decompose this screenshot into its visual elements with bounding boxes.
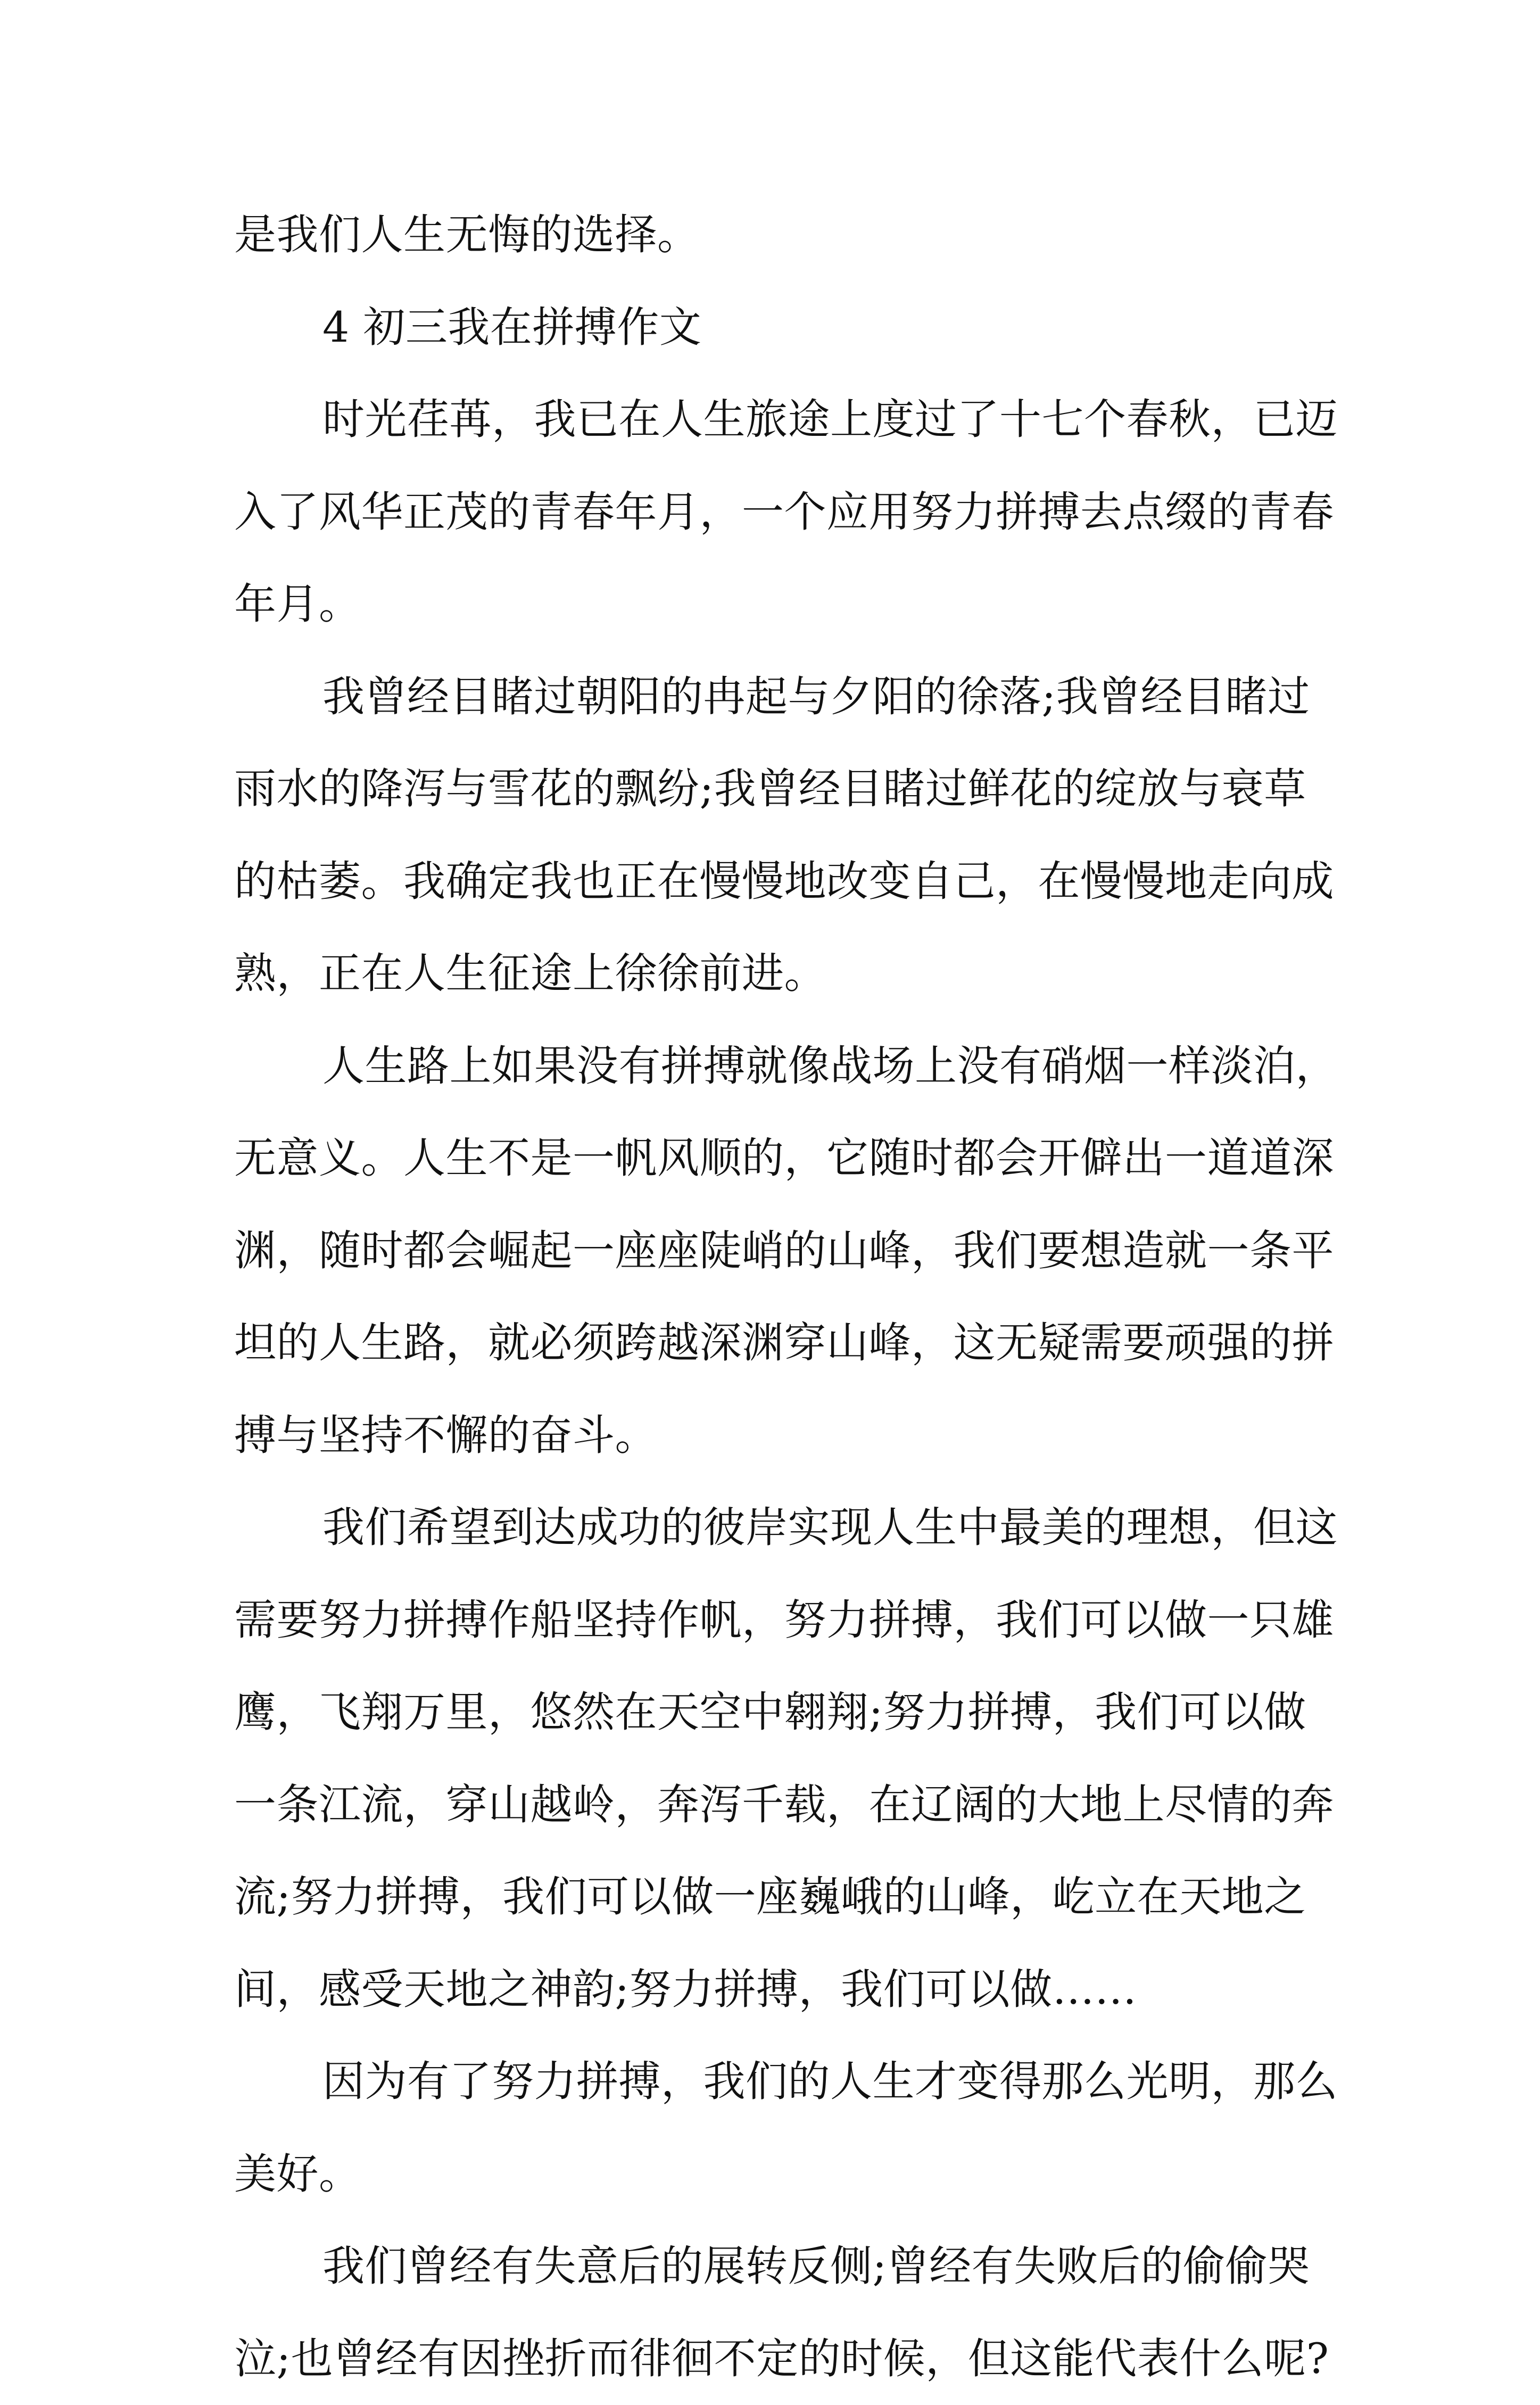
text-line: 无意义。人生不是一帆风顺的，它随时都会开僻出一道道深	[234, 1112, 1341, 1205]
text-line: 因为有了努力拼搏，我们的人生才变得那么光明，那么	[234, 2036, 1341, 2128]
text-line: 我曾经目睹过朝阳的冉起与夕阳的徐落;我曾经目睹过	[234, 651, 1341, 743]
text-line: 坦的人生路，就必须跨越深渊穿山峰，这无疑需要顽强的拼	[234, 1297, 1341, 1390]
text-line: 时光荏苒，我已在人生旅途上度过了十七个春秋，已迈	[234, 374, 1341, 466]
text-line: 需要努力拼搏作船坚持作帆，努力拼搏，我们可以做一只雄	[234, 1574, 1341, 1667]
text-line: 泣;也曾经有因挫折而徘徊不定的时候，但这能代表什么呢?	[234, 2313, 1341, 2405]
text-line: 搏与坚持不懈的奋斗。	[234, 1390, 1341, 1482]
essay-body	[234, 189, 1341, 2405]
text-line: 熟，正在人生征途上徐徐前进。	[234, 928, 1341, 1020]
text-line: 入了风华正茂的青春年月，一个应用努力拼搏去点缀的青春	[234, 466, 1341, 559]
text-line: 间，感受天地之神韵;努力拼搏，我们可以做……	[234, 1944, 1341, 2036]
text-line: 渊，随时都会崛起一座座陡峭的山峰，我们要想造就一条平	[234, 1205, 1341, 1297]
text-line: 一条江流，穿山越岭，奔泻千载，在辽阔的大地上尽情的奔	[234, 1759, 1341, 1852]
section-heading: 4 初三我在拼搏作文	[234, 282, 1341, 374]
text-line: 雨水的降泻与雪花的飘纷;我曾经目睹过鲜花的绽放与衰草	[234, 743, 1341, 836]
text-line: 是我们人生无悔的选择。	[234, 189, 1341, 282]
text-line: 人生路上如果没有拼搏就像战场上没有硝烟一样淡泊，	[234, 1020, 1341, 1113]
text-line: 我们希望到达成功的彼岸实现人生中最美的理想，但这	[234, 1482, 1341, 1574]
text-line: 我们曾经有失意后的展转反侧;曾经有失败后的偷偷哭	[234, 2220, 1341, 2313]
text-line: 美好。	[234, 2128, 1341, 2221]
text-line: 年月。	[234, 558, 1341, 651]
text-line: 流;努力拼搏，我们可以做一座巍峨的山峰，屹立在天地之	[234, 1851, 1341, 1944]
text-line: 鹰，飞翔万里，悠然在天空中翱翔;努力拼搏，我们可以做	[234, 1666, 1341, 1759]
text-line: 的枯萎。我确定我也正在慢慢地改变自己，在慢慢地走向成	[234, 836, 1341, 928]
